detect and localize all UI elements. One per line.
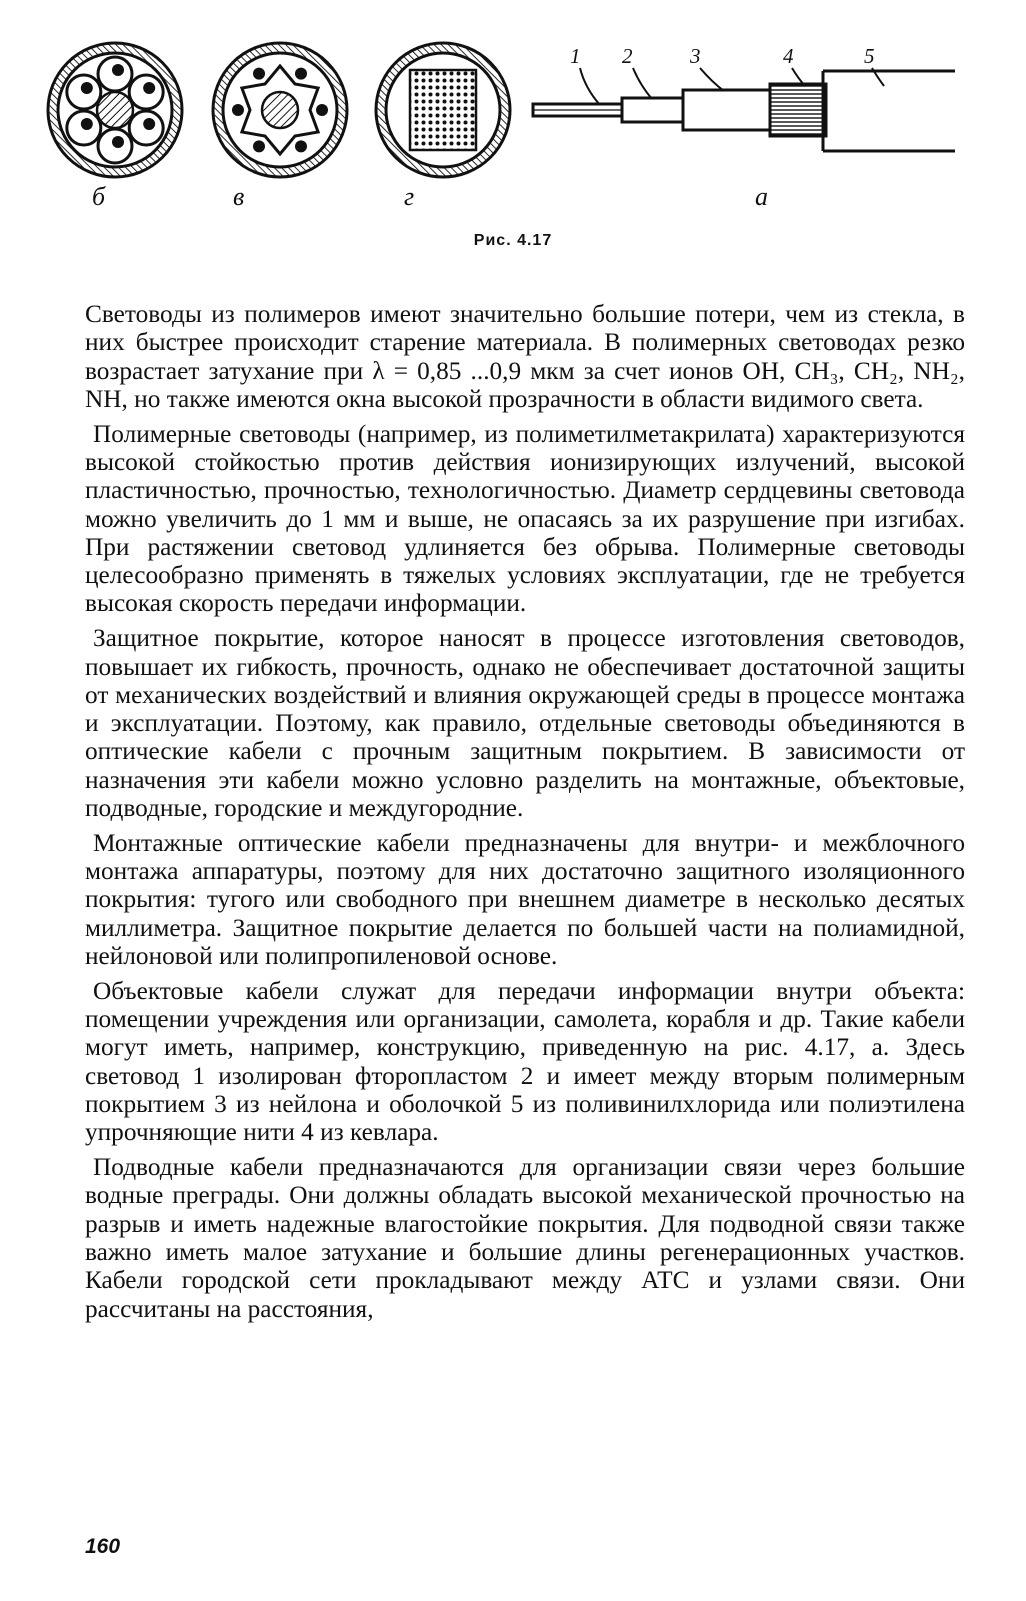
cross-section-g	[376, 43, 510, 177]
label-a: а	[755, 182, 768, 211]
paragraph: Объектовые кабели служат для передачи информации внутри объекта: помещении учреждения или организации, самолета, корабля и др. Такие кабели могут иметь, например, конструкцию, приведенную на рис. 4.17, а. Здесь световод 1 изолирован фторопластом 2 и имеет между вторым полимерным покрытием 3 из нейлона и оболочкой 5 из поливинилхлорида или полиэтилена упрочняющие нити 4 из кевлара.	[85, 976, 965, 1147]
paragraph: Подводные кабели предназначаются для организации связи через большие водные преграды. Они должны обладать высокой механической прочностью на разрыв и иметь надежные влагостойкие покрытия. Для подводной связи также важно иметь малое затухание и большие длины регенерационных участков. Кабели городской сети прокладывают между АТС и узлами связи. Они рассчитаны на расстояния,	[85, 1153, 965, 1323]
figure-4-17	[0, 0, 1026, 220]
paragraph: Монтажные оптические кабели предназначены для внутри- и межблочного монтажа аппаратуры, поэтому для них достаточно защитного изоляционного покрытия: тугого или свободного при внешнем диаметре в несколько десятых миллиметра. Защитное покрытие делается по большей части на полиамидной, нейлоновой или полипропиленовой основе.	[85, 828, 965, 971]
part-4: 4	[783, 44, 794, 68]
cable-side-view-a	[533, 71, 955, 151]
part-3: 3	[690, 44, 701, 68]
label-g: г	[404, 182, 415, 211]
paragraph: Световоды из полимеров имеют значительно большие потери, чем из стекла, в них быстрее происходит старение материала. В полимерных световодах резко возрастает затухание при λ = 0,85 ...0,9 мкм за счет ионов OH, CH₃, CH₂, NH₂, NH, но также имеются окна высокой прозрачности в области видимого света.	[85, 300, 965, 413]
part-1: 1	[570, 44, 581, 68]
part-2: 2	[622, 44, 633, 68]
paragraph: Защитное покрытие, которое наносят в процессе изготовления световодов, повышает их гибкость, прочность, однако не обеспечивает достаточной защиты от механических воздействий и влияния окружающей среды в процессе монтажа и эксплуатации. Поэтому, как правило, отдельные световоды объединяются в оптические кабели с прочным защитным покрытием. В зависимости от назначения эти кабели можно условно разделить на монтажные, объектовые, подводные, городские и междугородние.	[85, 624, 965, 823]
part-5: 5	[864, 44, 875, 68]
label-v: в	[233, 182, 245, 211]
cross-section-b	[48, 43, 182, 177]
cable-cross-sections-drawing	[0, 0, 1026, 220]
label-b: б	[92, 182, 106, 211]
paragraph: Полимерные световоды (например, из полиметилметакрилата) характеризуются высокой стойкостью против действия ионизирующих излучений, высокой пластичностью, прочностью, технологичностью. Диаметр сердцевины световода можно увеличить до 1 мм и выше, не опасаясь за их разрушение при изгибах. При растяжении световод удлиняется без обрыва. Полимерные световоды целесообразно применять в тяжелых условиях эксплуатации, где не требуется высокая скорость передачи информации.	[85, 419, 965, 618]
body-text	[85, 300, 965, 1329]
page-number: 160	[85, 1535, 121, 1558]
figure-caption: Рис. 4.17	[473, 232, 553, 249]
cross-section-v	[213, 43, 347, 177]
